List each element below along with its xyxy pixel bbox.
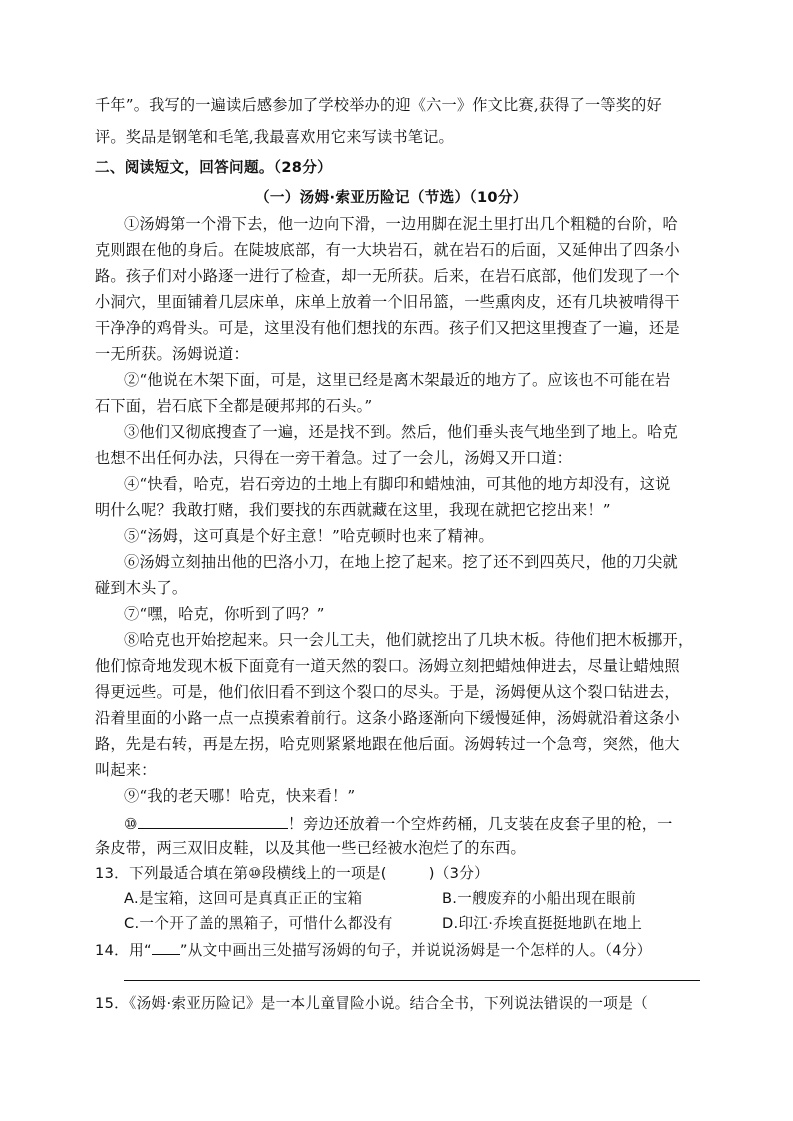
paragraph-10-line-2: 条皮带，两三双旧皮鞋，以及其他一些已经被水泡烂了的东西。: [95, 839, 526, 857]
question-13-stem: [95, 864, 489, 884]
passage-line: 沿着里面的小路一点一点摸索着前行。这条小路逐渐向下缓慢延伸，汤姆就沿着这条小: [95, 709, 680, 727]
passage-line: 干净净的鸡骨头。可是，这里没有他们想找的东西。孩子们又把这里搜查了一遍，还是: [95, 319, 680, 337]
passage-line: 石下面，岩石底下全都是硬邦邦的石头。”: [95, 397, 373, 415]
paragraph-text: ！旁边还放着一个空炸药桶，几支装在皮套子里的枪，一: [287, 815, 673, 833]
passage-line: 也想不出任何办法，只得在一旁干着急。过了一会儿，汤姆又开口道：: [95, 449, 573, 467]
underline-sample: [152, 940, 180, 955]
passage-line: ③他们又彻底搜查了一遍，还是找不到。然后，他们垂头丧气地坐到了地上。哈克: [124, 423, 678, 441]
passage-line: ②“他说在木架下面，可是，这里已经是离木架最近的地方了。应该也不可能在岩: [124, 371, 671, 389]
option-c[interactable]: C.一个开了盖的黑箱子，可惜什么都没有: [124, 915, 393, 932]
question-15-stem: 15．《汤姆·索亚历险记》是一本儿童冒险小说。结合全书，下列说法错误的一项是（: [95, 995, 648, 1012]
passage-line: 他们惊奇地发现木板下面竟有一道天然的裂口。汤姆立刻把蜡烛伸进去，尽量让蜡烛照: [95, 657, 680, 675]
fill-in-blank[interactable]: [138, 812, 288, 829]
passage-line: ⑦“嘿，哈克，你听到了吗？”: [124, 605, 325, 623]
passage-line: 路。孩子们对小路逐一进行了检查，却一无所获。后来，在岩石底部，他们发现了一个: [95, 267, 680, 285]
question-stem-text: 13．下列最适合填在第⑩段横线上的一项是(: [95, 865, 387, 882]
paragraph-10-line-1: [124, 812, 673, 834]
question-stem-text: ”从文中画出三处描写汤姆的句子，并说说汤姆是一个怎样的人。（4分）: [179, 942, 652, 959]
passage-line: 明什么呢？我敢打赌，我们要找的东西就藏在这里，我现在就把它挖出来！”: [95, 501, 611, 519]
passage-line: ⑥汤姆立刻抽出他的巴洛小刀，在地上挖了起来。挖了还不到四英尺，他的刀尖就: [124, 553, 678, 571]
section-heading: 二、阅读短文，回答问题。（28分）: [95, 159, 333, 176]
paragraph-number: ⑩: [124, 815, 138, 833]
passage-line: 路，先是右转，再是左拐，哈克则紧紧地跟在他后面。汤姆转过一个急弯，突然，他大: [95, 735, 680, 753]
intro-line-1: 千年”。我写的一遍读后感参加了学校举办的迎《六一》作文比赛,获得了一等奖的好: [95, 96, 662, 114]
passage-line: 一无所获。汤姆说道：: [95, 345, 249, 363]
passage-line: 小洞穴，里面铺着几层床单，床单上放着一个旧吊篮，一些熏肉皮，还有几块被啃得干: [95, 293, 680, 311]
option-a[interactable]: A.是宝箱，这回可是真真正正的宝箱: [124, 890, 363, 907]
passage-line: ⑤“汤姆，这可真是个好主意！”哈克顿时也来了精神。: [124, 527, 494, 545]
passage-line: ⑨“我的老天哪！哈克，快来看！”: [124, 787, 356, 805]
passage-subtitle: （一）汤姆·索亚历险记（节选）（10分）: [255, 189, 528, 206]
passage-line: ④“快看，哈克，岩石旁边的土地上有脚印和蜡烛油，可其他的地方却没有，这说: [124, 475, 671, 493]
passage-line: ①汤姆第一个滑下去，他一边向下滑，一边用脚在泥土里打出几个粗糙的台阶，哈: [124, 215, 678, 233]
question-14-stem: [95, 940, 652, 961]
passage-line: 碰到木头了。: [95, 579, 188, 597]
answer-line[interactable]: [124, 980, 700, 981]
passage-line: 得更远些。可是，他们依旧看不到这个裂口的尽头。于是，汤姆便从这个裂口钻进去，: [95, 683, 680, 701]
passage-line: 叫起来：: [95, 761, 157, 779]
question-points: )（3分）: [428, 865, 490, 882]
option-d[interactable]: D.印江·乔埃直挺挺地趴在地上: [442, 915, 643, 932]
passage-line: 克则跟在他的身后。在陡坡底部，有一大块岩石，就在岩石的后面，又延伸出了四条小: [95, 241, 680, 259]
option-b[interactable]: B.一艘废弃的小船出现在眼前: [442, 890, 636, 907]
question-stem-text: 14．用“: [95, 942, 152, 959]
intro-line-2: 评。奖品是钢笔和毛笔,我最喜欢用它来写读书笔记。: [95, 128, 454, 146]
passage-line: ⑧哈克也开始挖起来。只一会儿工夫，他们就挖出了几块木板。待他们把木板挪开，: [124, 631, 694, 649]
